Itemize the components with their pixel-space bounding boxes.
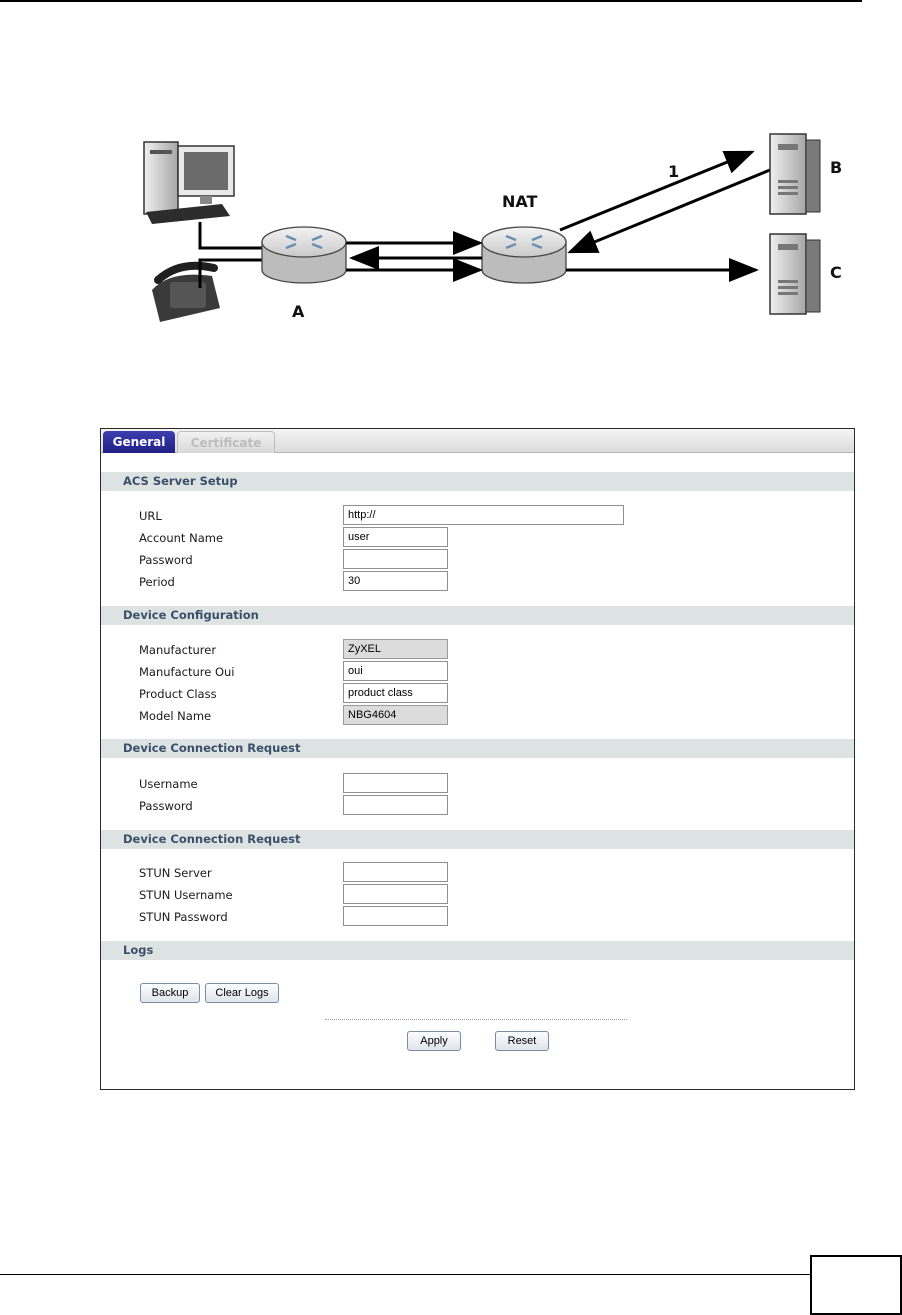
router-a-icon (262, 227, 346, 283)
url-label: URL (139, 509, 162, 523)
server-c-icon (770, 234, 820, 314)
manufacture-oui-label: Manufacture Oui (139, 665, 235, 679)
nat-label: NAT (502, 192, 538, 211)
clear-logs-button[interactable]: Clear Logs (205, 983, 279, 1003)
account-name-label: Account Name (139, 531, 224, 545)
product-class-input[interactable]: product class (343, 683, 448, 703)
tab-certificate[interactable]: Certificate (177, 431, 275, 453)
router-nat-icon (482, 227, 566, 283)
arrow-1-label: 1 (668, 162, 680, 181)
server-b-label: B (830, 158, 843, 177)
product-class-label: Product Class (139, 687, 217, 701)
section-acs-server-setup: ACS Server Setup (101, 472, 854, 491)
stun-username-label: STUN Username (139, 888, 233, 902)
period-label: Period (139, 575, 175, 589)
model-name-label: Model Name (139, 709, 212, 723)
section-connection-request: Device Connection Request (101, 739, 854, 758)
model-name-field: NBG4604 (343, 705, 448, 725)
backup-button[interactable]: Backup (140, 983, 200, 1003)
apply-button[interactable]: Apply (407, 1031, 461, 1051)
stun-username-input[interactable] (343, 884, 448, 904)
password-label: Password (139, 553, 193, 567)
manufacture-oui-input[interactable]: oui (343, 661, 448, 681)
conn-username-input[interactable] (343, 773, 448, 793)
tr069-settings-panel (100, 428, 855, 1090)
tab-bar (101, 429, 854, 453)
account-name-input[interactable]: user (343, 527, 448, 547)
tab-general[interactable]: General (103, 431, 175, 453)
section-stun: Device Connection Request (101, 830, 854, 849)
url-input[interactable]: http:// (343, 505, 624, 525)
password-input[interactable] (343, 549, 448, 569)
actions-divider (325, 1019, 627, 1020)
footer-rule (0, 1274, 810, 1275)
tr069-nat-diagram (130, 130, 870, 340)
conn-password-input[interactable] (343, 795, 448, 815)
stun-server-label: STUN Server (139, 866, 212, 880)
stun-password-input[interactable] (343, 906, 448, 926)
computer-icon (144, 142, 234, 224)
server-b-icon (770, 134, 820, 214)
manufacturer-label: Manufacturer (139, 643, 217, 657)
stun-password-label: STUN Password (139, 910, 228, 924)
conn-password-label: Password (139, 799, 193, 813)
router-a-label: A (292, 302, 305, 321)
diagram-graphic (130, 130, 870, 340)
stun-server-input[interactable] (343, 862, 448, 882)
period-input[interactable]: 30 (343, 571, 448, 591)
section-device-configuration: Device Configuration (101, 606, 854, 625)
manufacturer-field: ZyXEL (343, 639, 448, 659)
page-number-box (810, 1255, 902, 1315)
header-rule (0, 0, 862, 2)
phone-icon (152, 266, 220, 322)
server-c-label: C (830, 263, 842, 282)
reset-button[interactable]: Reset (495, 1031, 549, 1051)
section-logs: Logs (101, 941, 854, 960)
conn-username-label: Username (139, 777, 198, 791)
